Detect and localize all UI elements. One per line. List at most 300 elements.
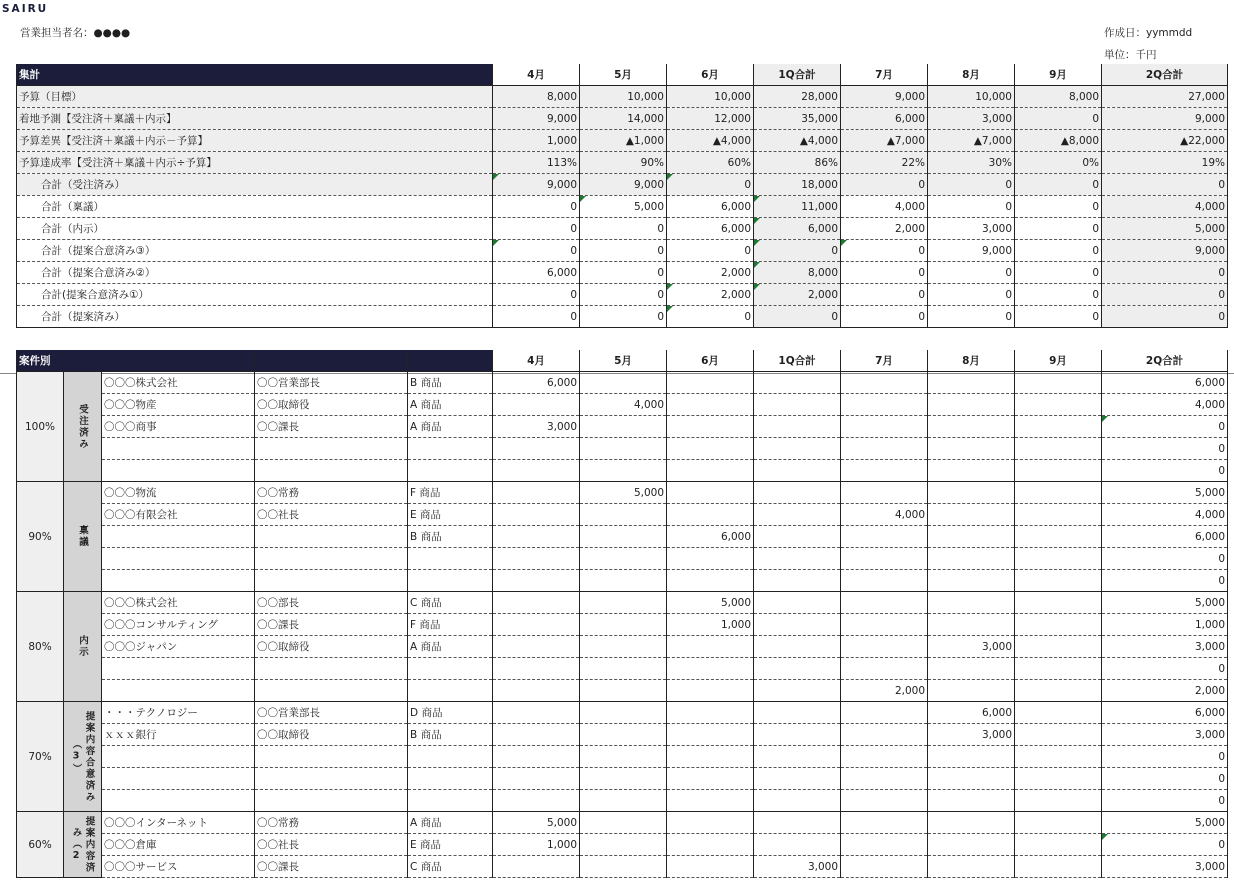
- case-value: [754, 592, 841, 614]
- case-value: 6,000: [1102, 526, 1228, 548]
- summary-row: [17, 284, 1228, 306]
- summary-row-label: 予算（目標）: [17, 86, 493, 108]
- case-value: 6,000: [493, 372, 580, 394]
- case-company: [102, 570, 255, 592]
- case-value: [841, 592, 928, 614]
- probability-cell: 70%: [17, 702, 64, 812]
- case-value: 4,000: [841, 504, 928, 526]
- month-header: 5月: [580, 350, 667, 372]
- case-row: [17, 504, 1228, 526]
- summary-value: 14,000: [580, 108, 667, 130]
- case-value: [1015, 680, 1102, 702]
- summary-value: 3,000: [928, 108, 1015, 130]
- case-value: [580, 702, 667, 724]
- case-value: 5,000: [1102, 592, 1228, 614]
- case-value: [667, 372, 754, 394]
- summary-value: 0: [928, 196, 1015, 218]
- case-value: [928, 460, 1015, 482]
- summary-row: [17, 130, 1228, 152]
- sales-rep-label: 営業担当者名：●●●●: [20, 27, 131, 39]
- case-value: [667, 746, 754, 768]
- case-value: 6,000: [1102, 372, 1228, 394]
- case-contact: 〇〇課長: [255, 416, 408, 438]
- case-value: [580, 526, 667, 548]
- case-value: [928, 614, 1015, 636]
- summary-value: 113%: [493, 152, 580, 174]
- summary-value: 60%: [667, 152, 754, 174]
- case-value: [754, 834, 841, 856]
- case-value: [928, 834, 1015, 856]
- case-value: [841, 482, 928, 504]
- case-value: [1015, 372, 1102, 394]
- case-value: 0: [1102, 548, 1228, 570]
- summary-value: 0: [667, 306, 754, 328]
- summary-value: 86%: [754, 152, 841, 174]
- case-row: [17, 526, 1228, 548]
- case-contact: [255, 570, 408, 592]
- case-value: [667, 702, 754, 724]
- case-value: [1015, 460, 1102, 482]
- case-value: [667, 658, 754, 680]
- case-company: [102, 680, 255, 702]
- case-value: [928, 856, 1015, 878]
- case-value: [1015, 790, 1102, 812]
- case-value: 3,000: [928, 724, 1015, 746]
- case-value: 4,000: [1102, 504, 1228, 526]
- case-value: [754, 460, 841, 482]
- case-value: [493, 460, 580, 482]
- case-value: [928, 790, 1015, 812]
- case-value: [493, 614, 580, 636]
- case-product: B 商品: [408, 724, 493, 746]
- case-value: [1015, 812, 1102, 834]
- case-value: [493, 636, 580, 658]
- case-value: [928, 680, 1015, 702]
- summary-value: 0: [841, 240, 928, 262]
- case-value: [754, 416, 841, 438]
- summary-value: 6,000: [493, 262, 580, 284]
- summary-row-label: 合計（稟議）: [17, 196, 493, 218]
- case-value: [1015, 636, 1102, 658]
- case-contact: [255, 680, 408, 702]
- case-company: ｘｘｘ銀行: [102, 724, 255, 746]
- summary-row-label: 予算差異【受注済＋稟議＋内示－予算】: [17, 130, 493, 152]
- case-row: [17, 416, 1228, 438]
- case-value: [841, 746, 928, 768]
- case-value: 6,000: [1102, 702, 1228, 724]
- case-value: [667, 768, 754, 790]
- summary-value: 0: [1015, 196, 1102, 218]
- case-contact: 〇〇取締役: [255, 636, 408, 658]
- case-value: [841, 372, 928, 394]
- case-value: [580, 746, 667, 768]
- case-value: [754, 812, 841, 834]
- case-company: [102, 746, 255, 768]
- case-contact: 〇〇課長: [255, 856, 408, 878]
- month-header: 6月: [667, 64, 754, 86]
- summary-value: 10,000: [928, 86, 1015, 108]
- case-value: [754, 702, 841, 724]
- case-contact: 〇〇取締役: [255, 394, 408, 416]
- case-contact: [255, 768, 408, 790]
- case-value: [1015, 658, 1102, 680]
- case-row: [17, 570, 1228, 592]
- summary-row-label: 合計（提案済み）: [17, 306, 493, 328]
- case-product: [408, 680, 493, 702]
- case-value: [754, 504, 841, 526]
- summary-value: 0: [928, 284, 1015, 306]
- case-value: 3,000: [1102, 636, 1228, 658]
- case-product: [408, 438, 493, 460]
- month-header: 4月: [493, 350, 580, 372]
- case-value: 2,000: [841, 680, 928, 702]
- case-value: [667, 636, 754, 658]
- cases-header-row: [17, 350, 1228, 372]
- case-value: 3,000: [928, 636, 1015, 658]
- probability-cell: 100%: [17, 372, 64, 482]
- case-company: 〇〇〇コンサルティング: [102, 614, 255, 636]
- case-value: [493, 702, 580, 724]
- summary-row: [17, 306, 1228, 328]
- case-value: [493, 548, 580, 570]
- case-product: [408, 768, 493, 790]
- case-value: 1,000: [1102, 614, 1228, 636]
- case-value: [493, 394, 580, 416]
- month-header: 7月: [841, 350, 928, 372]
- case-value: 6,000: [667, 526, 754, 548]
- summary-value: 0: [1102, 306, 1228, 328]
- case-row: [17, 614, 1228, 636]
- case-value: [1015, 548, 1102, 570]
- case-value: 0: [1102, 416, 1228, 438]
- summary-value: 0: [1102, 262, 1228, 284]
- case-value: [928, 548, 1015, 570]
- summary-value: ▲4,000: [754, 130, 841, 152]
- case-value: [580, 768, 667, 790]
- summary-value: 0: [1102, 174, 1228, 196]
- summary-value: 0: [493, 196, 580, 218]
- case-value: [493, 592, 580, 614]
- case-value: [928, 438, 1015, 460]
- case-value: [1015, 702, 1102, 724]
- unit-label: 単位：千円: [1104, 49, 1157, 61]
- summary-value: 8,000: [1015, 86, 1102, 108]
- case-company: [102, 768, 255, 790]
- summary-value: 10,000: [580, 86, 667, 108]
- case-contact: 〇〇社長: [255, 504, 408, 526]
- case-company: 〇〇〇倉庫: [102, 834, 255, 856]
- case-value: [667, 482, 754, 504]
- case-product: [408, 460, 493, 482]
- case-contact: 〇〇取締役: [255, 724, 408, 746]
- case-value: [493, 526, 580, 548]
- summary-row: [17, 152, 1228, 174]
- case-value: [580, 504, 667, 526]
- case-value: [667, 548, 754, 570]
- case-value: [1015, 394, 1102, 416]
- summary-value: 27,000: [1102, 86, 1228, 108]
- case-value: [1015, 504, 1102, 526]
- month-header: 9月: [1015, 64, 1102, 86]
- case-value: 0: [1102, 834, 1228, 856]
- summary-value: 90%: [580, 152, 667, 174]
- case-value: [493, 658, 580, 680]
- case-value: [580, 614, 667, 636]
- case-value: [580, 856, 667, 878]
- case-row: [17, 636, 1228, 658]
- case-value: [667, 812, 754, 834]
- case-value: [754, 680, 841, 702]
- case-value: [841, 394, 928, 416]
- case-value: [841, 636, 928, 658]
- case-value: 4,000: [580, 394, 667, 416]
- case-contact: 〇〇社長: [255, 834, 408, 856]
- case-contact: [255, 658, 408, 680]
- case-product: A 商品: [408, 636, 493, 658]
- summary-row: [17, 196, 1228, 218]
- case-row: [17, 394, 1228, 416]
- summary-value: 9,000: [1102, 240, 1228, 262]
- summary-value: ▲22,000: [1102, 130, 1228, 152]
- probability-cell: 90%: [17, 482, 64, 592]
- case-value: 3,000: [493, 416, 580, 438]
- case-value: [580, 724, 667, 746]
- case-value: [928, 482, 1015, 504]
- summary-value: 0: [580, 240, 667, 262]
- case-value: [841, 416, 928, 438]
- probability-cell: 80%: [17, 592, 64, 702]
- case-value: [754, 482, 841, 504]
- case-value: [841, 570, 928, 592]
- case-value: [1015, 724, 1102, 746]
- summary-value: ▲1,000: [580, 130, 667, 152]
- case-contact: [255, 438, 408, 460]
- case-value: [754, 394, 841, 416]
- case-value: [667, 724, 754, 746]
- case-row: [17, 856, 1228, 878]
- summary-value: 2,000: [754, 284, 841, 306]
- stage-category-cell: 稟議: [64, 482, 102, 592]
- summary-value: 9,000: [580, 174, 667, 196]
- case-value: [841, 724, 928, 746]
- case-value: 5,000: [1102, 482, 1228, 504]
- quarter-header: 1Q合計: [754, 350, 841, 372]
- summary-value: 4,000: [1102, 196, 1228, 218]
- summary-row: [17, 218, 1228, 240]
- case-value: [754, 658, 841, 680]
- summary-value: 9,000: [928, 240, 1015, 262]
- summary-row: [17, 262, 1228, 284]
- case-value: [580, 460, 667, 482]
- case-product: F 商品: [408, 482, 493, 504]
- month-header: 8月: [928, 350, 1015, 372]
- case-company: 〇〇〇株式会社: [102, 372, 255, 394]
- case-value: [928, 768, 1015, 790]
- case-value: 4,000: [1102, 394, 1228, 416]
- case-row: [17, 592, 1228, 614]
- case-value: 0: [1102, 768, 1228, 790]
- case-value: [493, 570, 580, 592]
- summary-row-label: 合計（受注済み）: [17, 174, 493, 196]
- case-contact: 〇〇営業部長: [255, 372, 408, 394]
- case-value: [667, 394, 754, 416]
- summary-value: 0: [1015, 218, 1102, 240]
- brand-logo: SAIRU: [2, 3, 49, 15]
- summary-row-label: 合計(提案合意済み①）: [17, 284, 493, 306]
- cases-title: 案件別: [17, 350, 255, 372]
- summary-row-label: 着地予測【受注済＋稟議＋内示】: [17, 108, 493, 130]
- case-company: ・・・テクノロジー: [102, 702, 255, 724]
- summary-value: 5,000: [1102, 218, 1228, 240]
- case-value: [841, 614, 928, 636]
- summary-value: 2,000: [841, 218, 928, 240]
- case-product: E 商品: [408, 834, 493, 856]
- summary-value: 0: [493, 284, 580, 306]
- summary-value: 0: [1015, 240, 1102, 262]
- summary-value: 6,000: [754, 218, 841, 240]
- summary-value: 0: [928, 262, 1015, 284]
- stage-category-cell: 受注済み: [64, 372, 102, 482]
- case-value: [841, 460, 928, 482]
- case-contact: [255, 526, 408, 548]
- case-product: [408, 746, 493, 768]
- case-value: [580, 416, 667, 438]
- case-value: [928, 658, 1015, 680]
- case-value: [667, 570, 754, 592]
- case-company: 〇〇〇ジャパン: [102, 636, 255, 658]
- case-row: [17, 680, 1228, 702]
- case-value: [667, 856, 754, 878]
- case-value: [1015, 482, 1102, 504]
- case-value: [493, 680, 580, 702]
- case-company: [102, 526, 255, 548]
- case-row: [17, 548, 1228, 570]
- summary-value: 0: [493, 306, 580, 328]
- summary-value: 0: [580, 284, 667, 306]
- summary-value: 8,000: [493, 86, 580, 108]
- case-value: 3,000: [1102, 724, 1228, 746]
- case-company: 〇〇〇有限会社: [102, 504, 255, 526]
- case-product: D 商品: [408, 702, 493, 724]
- case-value: 3,000: [754, 856, 841, 878]
- case-value: [667, 460, 754, 482]
- summary-value: 0: [493, 240, 580, 262]
- case-product: C 商品: [408, 856, 493, 878]
- case-row: [17, 482, 1228, 504]
- month-header: 7月: [841, 64, 928, 86]
- summary-value: 0: [841, 284, 928, 306]
- case-product: [408, 548, 493, 570]
- summary-value: 0: [754, 306, 841, 328]
- case-value: [928, 394, 1015, 416]
- case-value: [841, 856, 928, 878]
- summary-value: 3,000: [928, 218, 1015, 240]
- case-contact: [255, 460, 408, 482]
- case-value: [1015, 438, 1102, 460]
- month-header: 5月: [580, 64, 667, 86]
- case-value: 0: [1102, 460, 1228, 482]
- case-value: [841, 548, 928, 570]
- summary-row-label: 合計（内示）: [17, 218, 493, 240]
- case-value: [667, 790, 754, 812]
- case-value: [493, 746, 580, 768]
- summary-value: 0%: [1015, 152, 1102, 174]
- case-value: [841, 812, 928, 834]
- case-value: [580, 570, 667, 592]
- case-row: [17, 790, 1228, 812]
- case-value: [580, 790, 667, 812]
- case-product: C 商品: [408, 592, 493, 614]
- summary-table: [16, 64, 1228, 328]
- case-value: [928, 812, 1015, 834]
- case-value: [1015, 526, 1102, 548]
- case-value: 5,000: [1102, 812, 1228, 834]
- case-product: A 商品: [408, 812, 493, 834]
- summary-value: ▲8,000: [1015, 130, 1102, 152]
- quarter-header: 2Q合計: [1102, 350, 1228, 372]
- summary-value: 0: [928, 174, 1015, 196]
- case-value: [754, 768, 841, 790]
- case-value: [928, 570, 1015, 592]
- case-value: [1015, 856, 1102, 878]
- case-value: [493, 856, 580, 878]
- case-product: B 商品: [408, 372, 493, 394]
- case-company: [102, 658, 255, 680]
- case-contact: [255, 548, 408, 570]
- month-header: 8月: [928, 64, 1015, 86]
- case-value: [754, 438, 841, 460]
- summary-value: 18,000: [754, 174, 841, 196]
- summary-value: 6,000: [841, 108, 928, 130]
- summary-value: 0: [1102, 284, 1228, 306]
- case-value: [928, 372, 1015, 394]
- summary-value: 6,000: [667, 218, 754, 240]
- summary-value: 4,000: [841, 196, 928, 218]
- case-product: E 商品: [408, 504, 493, 526]
- case-value: [841, 768, 928, 790]
- summary-value: 5,000: [580, 196, 667, 218]
- case-value: [493, 790, 580, 812]
- case-value: [493, 504, 580, 526]
- case-row: [17, 746, 1228, 768]
- case-value: [1015, 834, 1102, 856]
- case-value: [841, 438, 928, 460]
- case-value: 0: [1102, 746, 1228, 768]
- summary-value: ▲7,000: [841, 130, 928, 152]
- case-value: [928, 746, 1015, 768]
- case-contact: 〇〇営業部長: [255, 702, 408, 724]
- case-value: [493, 768, 580, 790]
- summary-row: [17, 240, 1228, 262]
- case-value: 0: [1102, 570, 1228, 592]
- case-value: 2,000: [1102, 680, 1228, 702]
- case-contact: 〇〇課長: [255, 614, 408, 636]
- case-value: 5,000: [580, 482, 667, 504]
- case-contact: [255, 790, 408, 812]
- summary-value: 0: [1015, 306, 1102, 328]
- case-value: [754, 746, 841, 768]
- case-value: [841, 834, 928, 856]
- case-value: [754, 526, 841, 548]
- case-value: 0: [1102, 438, 1228, 460]
- summary-value: 0: [667, 174, 754, 196]
- case-value: [841, 526, 928, 548]
- case-value: [754, 570, 841, 592]
- summary-header-row: [17, 64, 1228, 86]
- summary-value: 11,000: [754, 196, 841, 218]
- case-value: [841, 658, 928, 680]
- case-product: B 商品: [408, 526, 493, 548]
